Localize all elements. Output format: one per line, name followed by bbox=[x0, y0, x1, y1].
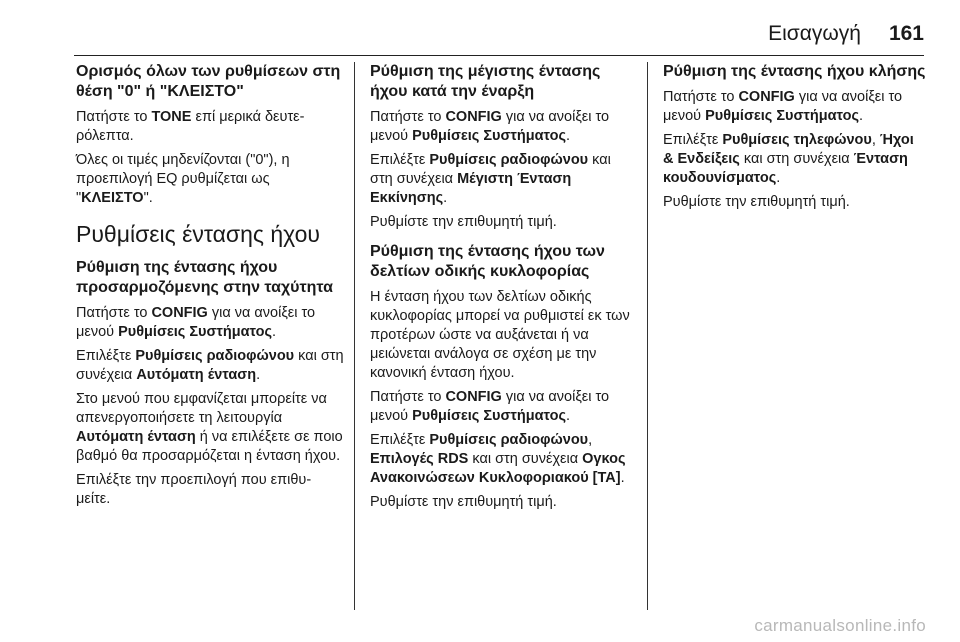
heading-speed-volume: Ρύθμιση της έντασης ήχου προσαρμοζόμενης στην ταχύτητα bbox=[76, 259, 333, 296]
paragraph: Πατήστε το CONFIG για να ανοίξει το μενού Ρυθμίσεις Συστήματος. bbox=[370, 109, 610, 144]
header-rule bbox=[74, 55, 924, 56]
watermark: carmanualsonline.info bbox=[754, 616, 926, 635]
paragraph: Επιλέξτε Ρυθμίσεις ραδιοφώνου, Επιλογές RDS και στη συνέχεια Ογκος Ανακοινώσεων Κυκλοφοριακού [ΤΑ]. bbox=[370, 432, 626, 486]
paragraph: Πατήστε το CONFIG για να ανοίξει το μενού Ρυθμίσεις Συστήματος. bbox=[76, 305, 316, 340]
heading-traffic-volume: Ρύθμιση της έντασης ήχου των δελτίων οδικής κυκλοφορίας bbox=[370, 243, 605, 280]
paragraph: Ρυθμίστε την επιθυμητή τιμή. bbox=[370, 214, 557, 230]
paragraph: Επιλέξτε Ρυθμίσεις ραδιοφώνου και στη συνέχεια Αυτόματη ένταση. bbox=[76, 348, 344, 383]
paragraph: Ρυθμίστε την επιθυμητή τιμή. bbox=[370, 494, 557, 510]
heading-max-startup-volume: Ρύθμιση της μέγιστης έντασης ήχου κατά την έναρξη bbox=[370, 63, 601, 100]
paragraph: Επιλέξτε Ρυθμίσεις ραδιοφώνου και στη συνέχεια Μέγιστη Ένταση Εκκίνησης. bbox=[370, 152, 611, 206]
section-heading-volume: Ρυθμίσεις έντασης ήχου bbox=[76, 221, 320, 247]
page-header bbox=[768, 22, 924, 46]
page-number: 161 bbox=[888, 22, 924, 45]
paragraph: Στο μενού που εμφανίζεται μπορείτε να απενεργοποιήσετε τη λειτουργία Αυτόματη ένταση ή να επιλέξετε σε ποιο βαθμό θα προσαρμόζεται η ένταση ήχου. bbox=[76, 391, 343, 464]
paragraph: Πατήστε το TONE επί μερικά δευτε- ρόλεπτα. bbox=[76, 109, 305, 144]
column-3 bbox=[663, 62, 928, 217]
paragraph: Ρυθμίστε την επιθυμητή τιμή. bbox=[663, 194, 850, 210]
column-divider-1 bbox=[354, 62, 355, 610]
column-2 bbox=[370, 62, 636, 517]
paragraph: Η ένταση ήχου των δελτίων οδικής κυκλοφορίας μπορεί να ρυθμιστεί εκ των προτέρων ώστε να αυξάνεται ή να μειώνεται ανάλογα σε σχέση με την κανονική ένταση ήχου. bbox=[370, 289, 630, 381]
paragraph: Όλες οι τιμές μηδενίζονται ("0"), η προεπιλογή EQ ρυθμίζεται ως "ΚΛΕΙΣΤΟ". bbox=[76, 152, 290, 206]
paragraph: Επιλέξτε Ρυθμίσεις τηλεφώνου, Ήχοι & Ενδείξεις και στη συνέχεια Ένταση κουδουνίσματος. bbox=[663, 132, 914, 186]
column-1 bbox=[76, 62, 344, 514]
paragraph: Πατήστε το CONFIG για να ανοίξει το μενού Ρυθμίσεις Συστήματος. bbox=[663, 89, 903, 124]
paragraph: Επιλέξτε την προεπιλογή που επιθυ- μείτε. bbox=[76, 472, 312, 507]
heading-ringtone-volume: Ρύθμιση της έντασης ήχου κλήσης bbox=[663, 63, 926, 80]
paragraph: Πατήστε το CONFIG για να ανοίξει το μενού Ρυθμίσεις Συστήματος. bbox=[370, 389, 610, 424]
section-name: Εισαγωγή bbox=[768, 22, 861, 45]
heading-reset-settings: Ορισμός όλων των ρυθμίσεων στη θέση "0" ή "ΚΛΕΙΣΤΟ" bbox=[76, 63, 341, 100]
column-divider-2 bbox=[647, 62, 648, 610]
